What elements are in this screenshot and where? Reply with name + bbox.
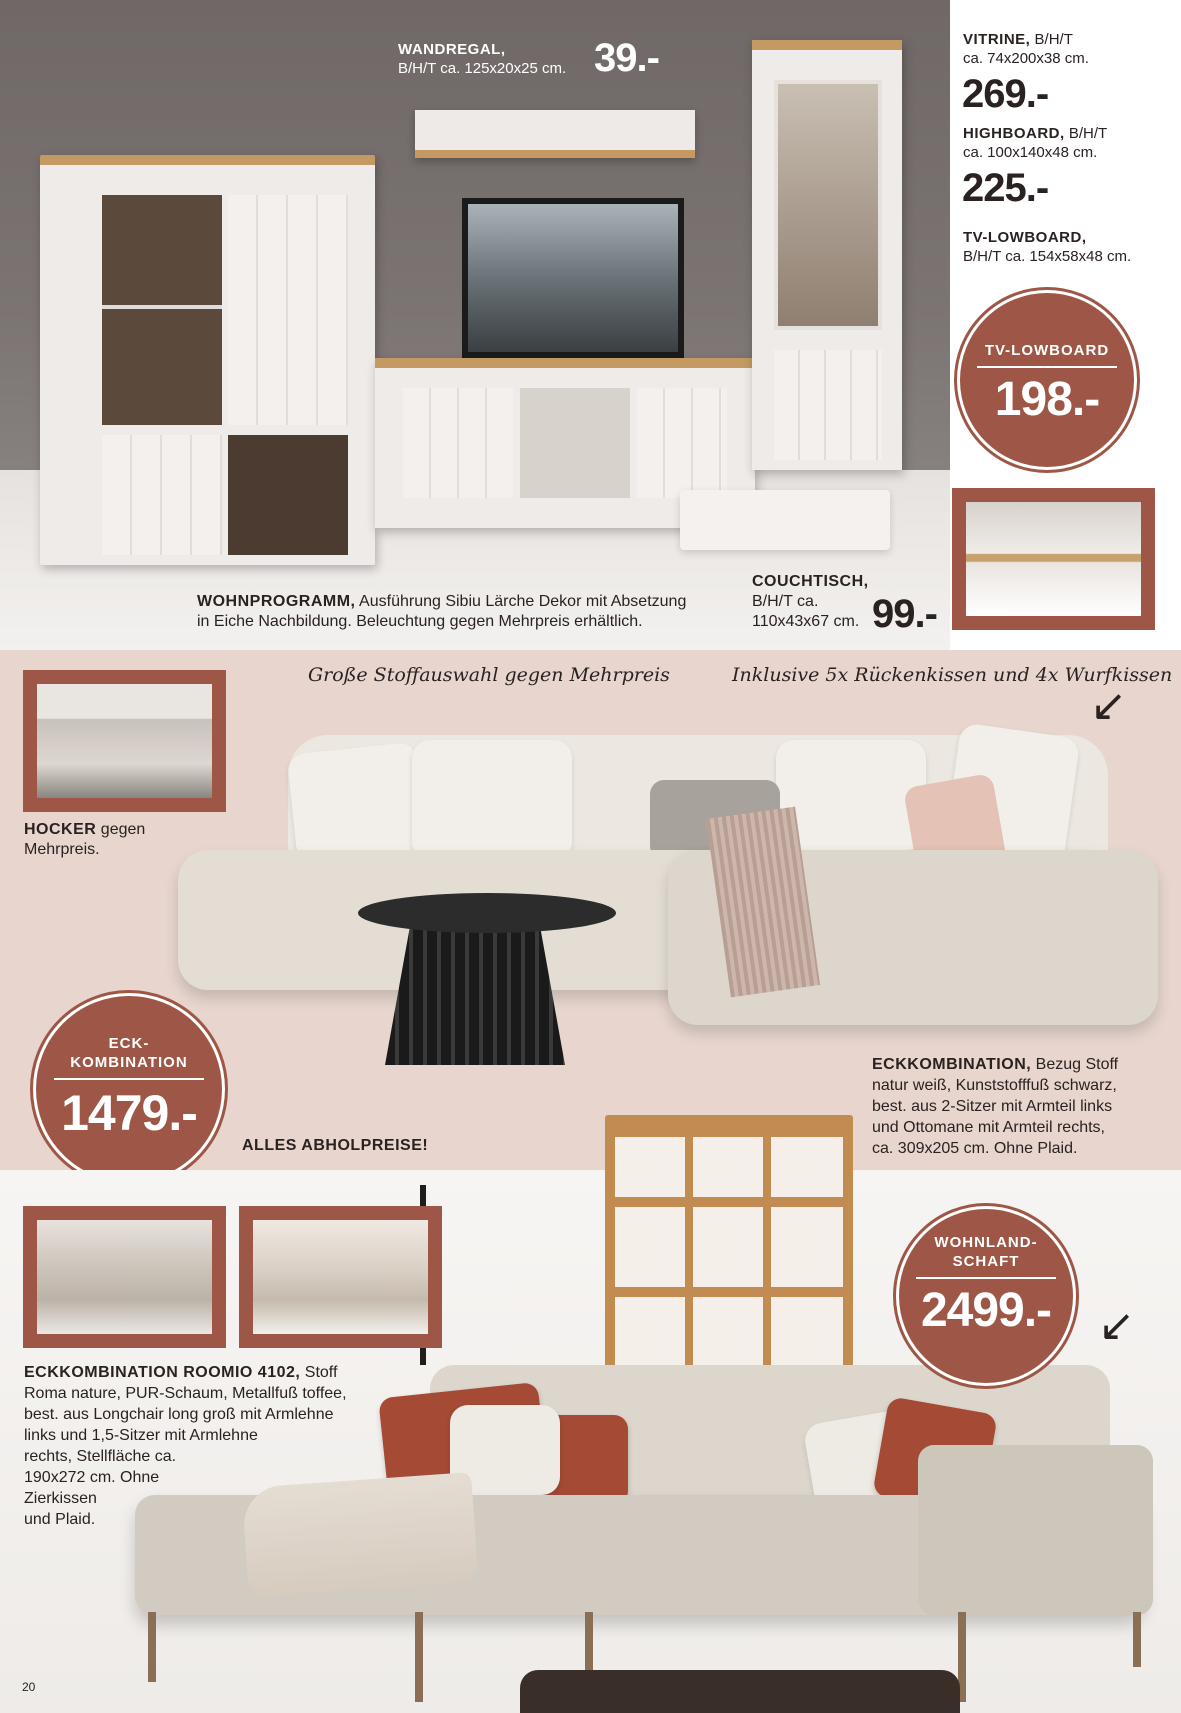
coffee-table-top [358,893,616,933]
bookcase-photo [605,1115,853,1405]
vitrine-dims: ca. 74x200x38 cm. [963,50,1089,67]
cushions-included-note: Inklusive 5x Rückenkissen und 4x Wurfkissen [732,664,1173,686]
couchtisch-thumbnail [952,488,1155,630]
hocker-thumbnail [23,670,226,812]
vitrine-text: VITRINE, B/H/T ca. 74x200x38 cm. [963,30,1173,68]
couchtisch-text: COUCHTISCH, B/H/T ca. 110x43x67 cm. [752,572,882,632]
tv-lowboard-badge-price: 198.- [994,373,1100,426]
eckkombination-price-badge: ECK- KOMBINATION 1479.- [33,993,225,1185]
tv-photo [462,198,684,358]
wohnlandschaft-badge-price: 2499.- [920,1284,1052,1337]
wohnlandschaft-price-badge: WOHNLAND- SCHAFT 2499.- [896,1206,1076,1386]
eckkombination-name: ECKKOMBINATION, [872,1056,1032,1073]
hocker-name: HOCKER [24,821,97,838]
cushion [287,742,428,865]
page-number: 20 [22,1680,36,1694]
coffee-table-base [385,915,565,1065]
highboard-text: HIGHBOARD, B/H/T ca. 100x140x48 cm. [963,124,1173,162]
vitrine-photo [752,40,902,470]
eckkombination-badge-price: 1479.- [61,1085,197,1141]
highboard-photo [40,155,375,565]
wandregal-dims: B/H/T ca. 125x20x25 cm. [398,60,567,77]
wohnprogramm-name: WOHNPROGRAMM, [197,593,356,610]
wandregal-name: WANDREGAL, [398,41,506,58]
highboard-price: 225.- [962,166,1049,210]
fabric-choice-note: Große Stoffauswahl gegen Mehrpreis [308,664,670,686]
wandregal-text [398,40,598,78]
tv-lowboard-price-badge [957,290,1137,470]
roomio-thumbnail-2 [239,1206,442,1348]
roomio-text: ECKKOMBINATION ROOMIO 4102, Stoff Roma nature, PUR-Schaum, Metallfuß toffee, best. aus Longchair long groß mit Armlehne links und 1,5-Sitzer mit Armlehne rechts, Stellfläche ca. 190x272 cm. Ohne Zierkissen und Plaid. [24,1364,347,1528]
highboard-name: HIGHBOARD, [963,125,1065,142]
highboard-dims: ca. 100x140x48 cm. [963,144,1098,161]
tv-lowboard-badge-label: TV-LOWBOARD [984,342,1110,359]
tv-lowboard-dims: B/H/T ca. 154x58x48 cm. [963,248,1132,265]
vitrine-price: 269.- [962,72,1049,116]
couchtisch-price: 99.- [872,592,937,636]
tv-lowboard-name: TV-LOWBOARD, [963,229,1087,246]
cushion [412,740,572,860]
eckkombination-text: ECKKOMBINATION, Bezug Stoff natur weiß, Kunststofffuß schwarz, best. aus 2-Sitzer mit Armteil links und Ottomane mit Armteil rechts, ca. 309x205 cm. Ohne Plaid. [872,1056,1119,1157]
table-foreground [520,1670,960,1713]
roomio-name: ECKKOMBINATION ROOMIO 4102, [24,1364,301,1381]
couchtisch-name: COUCHTISCH, [752,573,869,590]
couchtisch-photo [680,490,890,550]
tv-lowboard-text [963,228,1173,266]
vitrine-name: VITRINE, [963,31,1031,48]
wandregal-photo [415,110,695,158]
curved-arrow-icon: ↙ [1090,681,1127,730]
hocker-text: HOCKER gegen Mehrpreis. [24,821,146,858]
wohnprogramm-text: WOHNPROGRAMM, Ausführung Sibiu Lärche Dekor mit Absetzung in Eiche Nachbildung. Beleuchtung gegen Mehrpreis erhältlich. [197,593,687,630]
abholpreise-note: ALLES ABHOLPREISE! [242,1137,429,1154]
curved-arrow-icon: ↙ [1098,1301,1135,1350]
wandregal-price: 39.- [594,36,659,80]
roomio-thumbnail-1 [23,1206,226,1348]
